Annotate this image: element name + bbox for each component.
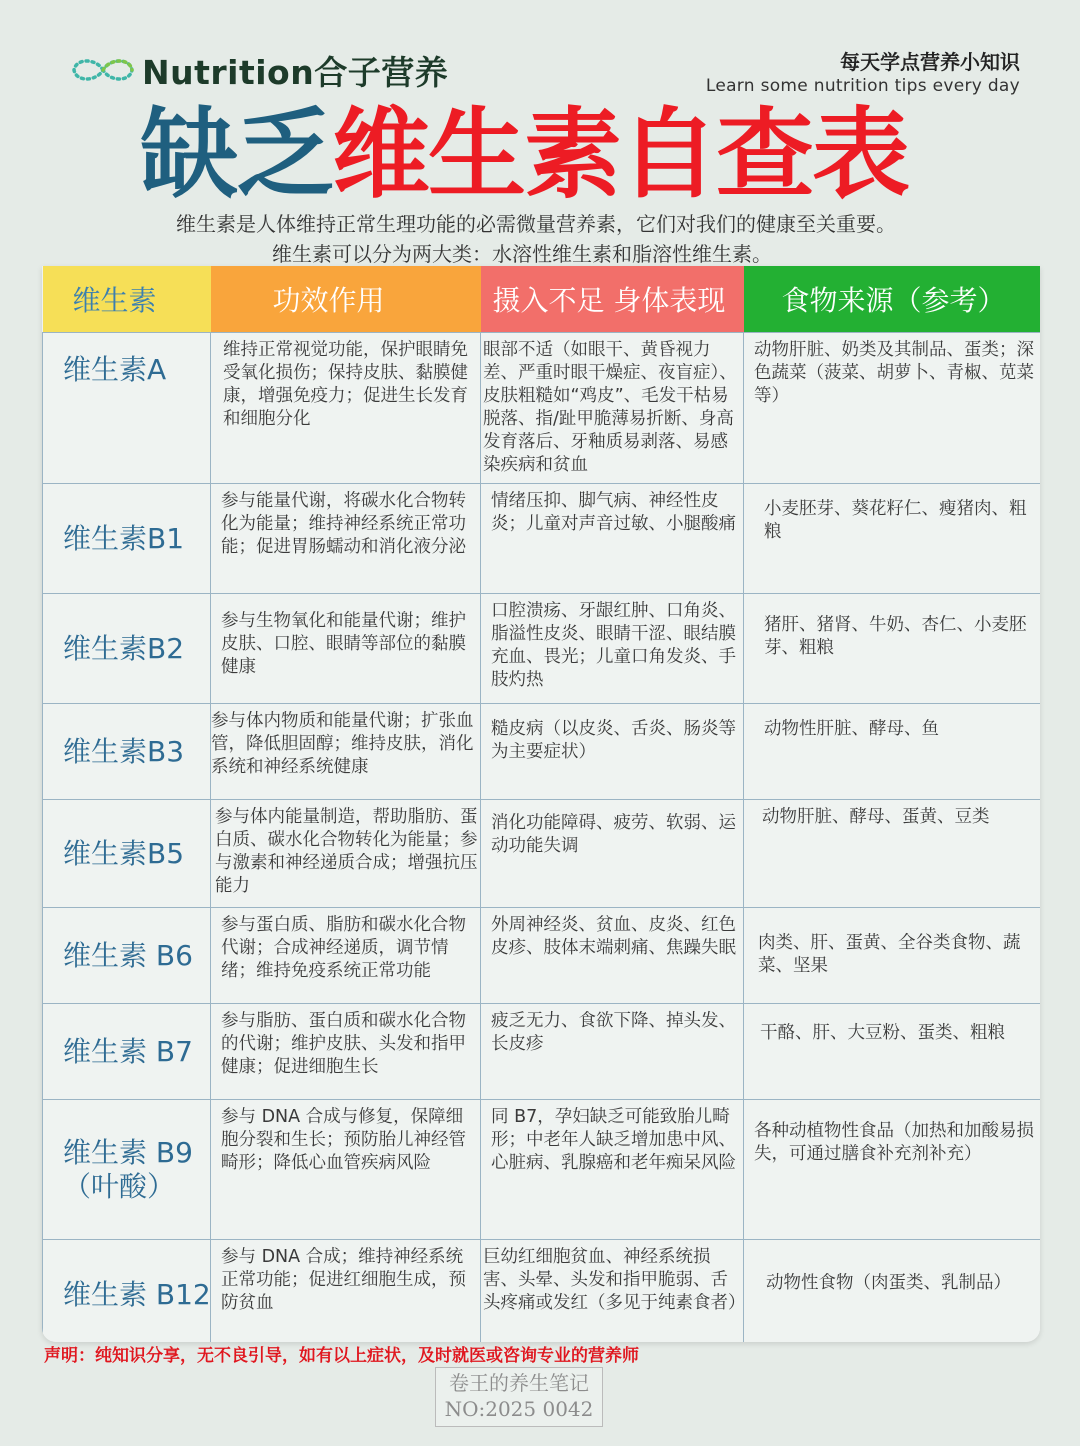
vitamin-symptoms: 消化功能障碍、疲劳、软弱、运动功能失调 xyxy=(481,800,744,908)
vitamin-function: 参与蛋白质、脂肪和碳水化合物代谢；合成神经递质，调节情绪；维持免疫系统正常功能 xyxy=(211,908,481,1004)
table-row xyxy=(43,800,1041,908)
title-part-1: 缺乏 xyxy=(140,98,333,212)
tips-cn: 每天学点营养小知识 xyxy=(840,50,1020,74)
header-function: 功效作用 xyxy=(211,266,481,333)
vitamin-symptoms: 同 B7，孕妇缺乏可能致胎儿畸形；中老年人缺乏增加患中风、心脏病、乳腺癌和老年痴呆风险 xyxy=(481,1100,744,1240)
vitamin-function: 参与 DNA 合成与修复，保障细胞分裂和生长；预防胎儿神经管畸形；降低心血管疾病风险 xyxy=(211,1100,481,1240)
vitamin-symptoms: 情绪压抑、脚气病、神经性皮炎；儿童对声音过敏、小腿酸痛 xyxy=(481,484,744,594)
vitamin-food: 动物性肝脏、酵母、鱼 xyxy=(744,704,1041,800)
vitamin-function: 参与体内能量制造，帮助脂肪、蛋白质、碳水化合物转化为能量；参与激素和神经递质合成；增强抗压能力 xyxy=(211,800,481,908)
vitamin-function: 参与生物氧化和能量代谢；维护皮肤、口腔、眼睛等部位的黏膜健康 xyxy=(211,594,481,704)
header-food: 食物来源（参考） xyxy=(744,266,1041,333)
table-row xyxy=(43,594,1041,704)
title-part-2: 维生素自查表 xyxy=(332,98,909,212)
brand-name: Nutrition合子营养 xyxy=(142,52,449,92)
vitamin-name: 维生素 B7 xyxy=(43,1004,211,1100)
vitamin-food: 动物性食物（肉蛋类、乳制品） xyxy=(744,1240,1041,1343)
watermark-stamp xyxy=(435,1367,603,1427)
vitamin-name: 维生素B5 xyxy=(43,800,211,908)
disclaimer: 声明：纯知识分享，无不良引导，如有以上症状，及时就医或咨询专业的营养师 xyxy=(44,1346,639,1366)
table-row xyxy=(43,484,1041,594)
page-title xyxy=(140,100,908,210)
infinity-leaf-icon xyxy=(68,50,138,90)
vitamin-table xyxy=(42,266,1040,1342)
vitamin-food: 动物肝脏、奶类及其制品、蛋类；深色蔬菜（菠菜、胡萝卜、青椒、苋菜等） xyxy=(744,333,1041,484)
vitamin-name: 维生素B3 xyxy=(43,704,211,800)
table-row xyxy=(43,1004,1041,1100)
stamp-line-2: NO:2025 0042 xyxy=(444,1397,594,1421)
vitamin-symptoms: 外周神经炎、贫血、皮炎、红色皮疹、肢体末端刺痛、焦躁失眠 xyxy=(481,908,744,1004)
intro-line-2: 维生素可以分为两大类：水溶性维生素和脂溶性维生素。 xyxy=(272,242,772,266)
vitamin-food: 小麦胚芽、葵花籽仁、瘦猪肉、粗粮 xyxy=(744,484,1041,594)
header-symptoms: 摄入不足 身体表现 xyxy=(481,266,744,333)
vitamin-food: 动物肝脏、酵母、蛋黄、豆类 xyxy=(744,800,1041,908)
vitamin-symptoms: 口腔溃疡、牙龈红肿、口角炎、脂溢性皮炎、眼睛干涩、眼结膜充血、畏光；儿童口角发炎、手肢灼热 xyxy=(481,594,744,704)
vitamin-food: 猪肝、猪肾、牛奶、杏仁、小麦胚芽、粗粮 xyxy=(744,594,1041,704)
vitamin-function: 维持正常视觉功能，保护眼睛免受氧化损伤；保持皮肤、黏膜健康，增强免疫力；促进生长发育和细胞分化 xyxy=(211,333,481,484)
table-row xyxy=(43,908,1041,1004)
stamp-line-1: 卷王的养生笔记 xyxy=(449,1371,589,1395)
header-vitamin: 维生素 xyxy=(43,266,211,333)
vitamin-function: 参与体内物质和能量代谢；扩张血管，降低胆固醇；维持皮肤，消化系统和神经系统健康 xyxy=(211,704,481,800)
vitamin-function: 参与能量代谢，将碳水化合物转化为能量；维持神经系统正常功能；促进胃肠蠕动和消化液分泌 xyxy=(211,484,481,594)
vitamin-name: 维生素 B12 xyxy=(43,1240,211,1343)
vitamin-name: 维生素A xyxy=(43,333,211,484)
table-header-row xyxy=(43,266,1041,333)
vitamin-symptoms: 糙皮病（以皮炎、舌炎、肠炎等为主要症状） xyxy=(481,704,744,800)
tips-tagline xyxy=(706,46,1020,96)
vitamin-food: 各种动植物性食品（加热和加酸易损失，可通过膳食补充剂补充） xyxy=(744,1100,1041,1240)
vitamin-name: 维生素B1 xyxy=(43,484,211,594)
vitamin-food: 肉类、肝、蛋黄、全谷类食物、蔬菜、坚果 xyxy=(744,908,1041,1004)
vitamin-symptoms: 疲乏无力、食欲下降、掉头发、长皮疹 xyxy=(481,1004,744,1100)
vitamin-function: 参与 DNA 合成；维持神经系统正常功能；促进红细胞生成，预防贫血 xyxy=(211,1240,481,1343)
tips-en: Learn some nutrition tips every day xyxy=(705,76,1020,96)
table-row xyxy=(43,1100,1041,1240)
vitamin-name: 维生素B2 xyxy=(43,594,211,704)
vitamin-symptoms: 巨幼红细胞贫血、神经系统损害、头晕、头发和指甲脆弱、舌头疼痛或发红（多见于纯素食者） xyxy=(481,1240,744,1343)
brand-logo xyxy=(68,48,448,92)
table-row xyxy=(43,704,1041,800)
vitamin-food: 干酪、肝、大豆粉、蛋类、粗粮 xyxy=(744,1004,1041,1100)
table-row xyxy=(43,1240,1041,1343)
vitamin-name: 维生素 B6 xyxy=(43,908,211,1004)
intro-line-1: 维生素是人体维持正常生理功能的必需微量营养素，它们对我们的健康至关重要。 xyxy=(176,212,896,236)
vitamin-name: 维生素 B9 （叶酸） xyxy=(43,1100,211,1240)
vitamin-symptoms: 眼部不适（如眼干、黄昏视力差、严重时眼干燥症、夜盲症）、皮肤粗糙如“鸡皮”、毛发干枯易脱落、指/趾甲脆薄易折断、身高发育落后、牙釉质易剥落、易感染疾病和贫血 xyxy=(481,333,744,484)
table-row xyxy=(43,333,1041,484)
vitamin-function: 参与脂肪、蛋白质和碳水化合物的代谢；维护皮肤、头发和指甲健康；促进细胞生长 xyxy=(211,1004,481,1100)
